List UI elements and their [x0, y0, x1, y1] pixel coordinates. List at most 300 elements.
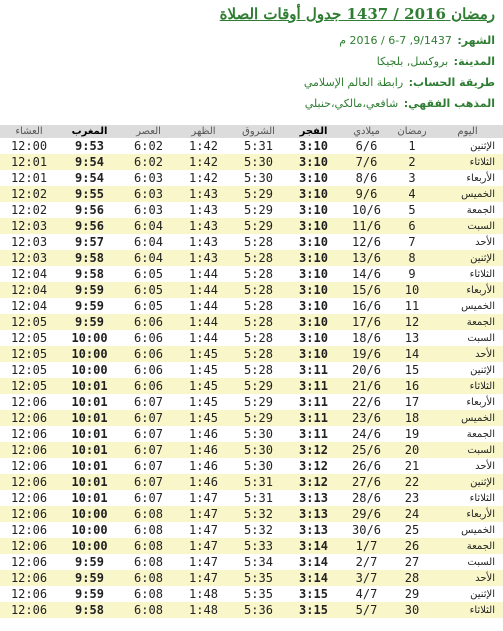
gregorian-date: 19/6: [341, 346, 392, 362]
fajr-time: 3:10: [286, 314, 341, 330]
table-row: [0, 522, 503, 538]
dhuhr-time: 1:45: [176, 410, 231, 426]
dhuhr-time: 1:45: [176, 394, 231, 410]
method-info: [8, 72, 495, 93]
table-row: [0, 202, 503, 218]
col-header-sunrise: الشروق: [231, 125, 286, 138]
sunrise-time: 5:29: [231, 186, 286, 202]
maghrib-time: 9:58: [58, 250, 121, 266]
dhuhr-time: 1:44: [176, 266, 231, 282]
sunrise-time: 5:30: [231, 426, 286, 442]
col-header-day: اليوم: [432, 125, 503, 138]
sunrise-time: 5:31: [231, 490, 286, 506]
sunrise-time: 5:29: [231, 394, 286, 410]
gregorian-date: 6/6: [341, 138, 392, 154]
ramadan-day: 1: [392, 138, 432, 154]
asr-time: 6:08: [121, 602, 176, 618]
gregorian-date: 26/6: [341, 458, 392, 474]
weekday: الأربعاء: [432, 506, 503, 522]
sunrise-time: 5:31: [231, 474, 286, 490]
asr-time: 6:05: [121, 298, 176, 314]
col-header-asr: العصر: [121, 125, 176, 138]
maghrib-time: 9:59: [58, 298, 121, 314]
ramadan-day: 7: [392, 234, 432, 250]
dhuhr-time: 1:42: [176, 138, 231, 154]
asr-time: 6:03: [121, 170, 176, 186]
sunrise-time: 5:28: [231, 314, 286, 330]
asr-time: 6:07: [121, 410, 176, 426]
ramadan-day: 4: [392, 186, 432, 202]
ramadan-day: 26: [392, 538, 432, 554]
isha-time: 12:04: [0, 282, 58, 298]
gregorian-date: 18/6: [341, 330, 392, 346]
isha-time: 12:03: [0, 234, 58, 250]
table-row: [0, 266, 503, 282]
gregorian-date: 30/6: [341, 522, 392, 538]
maghrib-time: 9:58: [58, 602, 121, 618]
maghrib-time: 10:00: [58, 330, 121, 346]
sunrise-time: 5:29: [231, 410, 286, 426]
dhuhr-time: 1:47: [176, 554, 231, 570]
table-row: [0, 378, 503, 394]
sunrise-time: 5:28: [231, 266, 286, 282]
dhuhr-time: 1:42: [176, 154, 231, 170]
col-header-gregorian: ميلادي: [341, 125, 392, 138]
table-row: [0, 250, 503, 266]
fajr-time: 3:10: [286, 138, 341, 154]
asr-time: 6:02: [121, 154, 176, 170]
maghrib-time: 10:00: [58, 506, 121, 522]
weekday: السبت: [432, 218, 503, 234]
table-row: [0, 410, 503, 426]
asr-time: 6:06: [121, 346, 176, 362]
fajr-time: 3:12: [286, 442, 341, 458]
fajr-time: 3:10: [286, 282, 341, 298]
dhuhr-time: 1:43: [176, 202, 231, 218]
maghrib-time: 9:53: [58, 138, 121, 154]
ramadan-day: 8: [392, 250, 432, 266]
table-row: [0, 490, 503, 506]
isha-time: 12:03: [0, 218, 58, 234]
maghrib-time: 10:00: [58, 522, 121, 538]
maghrib-time: 10:01: [58, 410, 121, 426]
gregorian-date: 14/6: [341, 266, 392, 282]
table-row: [0, 282, 503, 298]
weekday: الأحد: [432, 234, 503, 250]
table-row: [0, 442, 503, 458]
ramadan-day: 9: [392, 266, 432, 282]
isha-time: 12:06: [0, 506, 58, 522]
fajr-time: 3:10: [286, 170, 341, 186]
gregorian-date: 28/6: [341, 490, 392, 506]
ramadan-day: 5: [392, 202, 432, 218]
maghrib-time: 9:59: [58, 570, 121, 586]
sunrise-time: 5:33: [231, 538, 286, 554]
fajr-time: 3:10: [286, 234, 341, 250]
fajr-time: 3:12: [286, 474, 341, 490]
table-body: [0, 138, 503, 618]
sunrise-time: 5:30: [231, 154, 286, 170]
sunrise-time: 5:32: [231, 506, 286, 522]
table-row: [0, 154, 503, 170]
ramadan-day: 24: [392, 506, 432, 522]
page-title: رمضان 2016 / 1437 جدول أوقات الصلاة: [219, 5, 495, 23]
city-label: المدينة:: [453, 55, 495, 68]
maghrib-time: 10:00: [58, 346, 121, 362]
ramadan-day: 16: [392, 378, 432, 394]
sunrise-time: 5:29: [231, 378, 286, 394]
asr-time: 6:06: [121, 330, 176, 346]
weekday: الأحد: [432, 458, 503, 474]
gregorian-date: 9/6: [341, 186, 392, 202]
table-row: [0, 426, 503, 442]
fajr-time: 3:13: [286, 506, 341, 522]
sunrise-time: 5:28: [231, 282, 286, 298]
month-info: [8, 30, 495, 51]
table-row: [0, 570, 503, 586]
dhuhr-time: 1:43: [176, 250, 231, 266]
col-header-fajr: الفجر: [286, 125, 341, 138]
table-row: [0, 330, 503, 346]
ramadan-day: 13: [392, 330, 432, 346]
ramadan-day: 14: [392, 346, 432, 362]
asr-time: 6:04: [121, 234, 176, 250]
isha-time: 12:01: [0, 170, 58, 186]
maghrib-time: 9:54: [58, 170, 121, 186]
gregorian-date: 12/6: [341, 234, 392, 250]
table-row: [0, 554, 503, 570]
dhuhr-time: 1:47: [176, 570, 231, 586]
table-row: [0, 458, 503, 474]
weekday: الخميس: [432, 522, 503, 538]
maghrib-time: 10:01: [58, 394, 121, 410]
weekday: السبت: [432, 442, 503, 458]
gregorian-date: 5/7: [341, 602, 392, 618]
ramadan-day: 28: [392, 570, 432, 586]
weekday: الثلاثاء: [432, 490, 503, 506]
dhuhr-time: 1:45: [176, 346, 231, 362]
table-header-row: [0, 125, 503, 138]
weekday: السبت: [432, 330, 503, 346]
ramadan-day: 30: [392, 602, 432, 618]
col-header-maghrib: المغرب: [58, 125, 121, 138]
sunrise-time: 5:35: [231, 570, 286, 586]
fajr-time: 3:11: [286, 426, 341, 442]
weekday: الأربعاء: [432, 394, 503, 410]
weekday: الجمعة: [432, 314, 503, 330]
isha-time: 12:06: [0, 458, 58, 474]
table-row: [0, 538, 503, 554]
city-info: [8, 51, 495, 72]
sunrise-time: 5:35: [231, 586, 286, 602]
maghrib-time: 10:00: [58, 538, 121, 554]
dhuhr-time: 1:47: [176, 490, 231, 506]
city-value: بروكسل, بلجيكا: [376, 55, 449, 68]
isha-time: 12:06: [0, 554, 58, 570]
gregorian-date: 21/6: [341, 378, 392, 394]
sunrise-time: 5:32: [231, 522, 286, 538]
asr-time: 6:03: [121, 186, 176, 202]
weekday: الإثنين: [432, 138, 503, 154]
fajr-time: 3:10: [286, 154, 341, 170]
asr-time: 6:07: [121, 490, 176, 506]
asr-time: 6:07: [121, 474, 176, 490]
maghrib-time: 9:59: [58, 586, 121, 602]
header: [0, 0, 503, 118]
ramadan-day: 15: [392, 362, 432, 378]
dhuhr-time: 1:47: [176, 538, 231, 554]
col-header-ramadan: رمضان: [392, 125, 432, 138]
sunrise-time: 5:36: [231, 602, 286, 618]
sunrise-time: 5:28: [231, 346, 286, 362]
gregorian-date: 22/6: [341, 394, 392, 410]
fajr-time: 3:10: [286, 218, 341, 234]
isha-time: 12:05: [0, 314, 58, 330]
weekday: الخميس: [432, 298, 503, 314]
ramadan-day: 2: [392, 154, 432, 170]
gregorian-date: 11/6: [341, 218, 392, 234]
asr-time: 6:05: [121, 266, 176, 282]
table-row: [0, 474, 503, 490]
table-row: [0, 394, 503, 410]
sunrise-time: 5:28: [231, 330, 286, 346]
dhuhr-time: 1:46: [176, 442, 231, 458]
gregorian-date: 25/6: [341, 442, 392, 458]
gregorian-date: 27/6: [341, 474, 392, 490]
dhuhr-time: 1:46: [176, 474, 231, 490]
weekday: الثلاثاء: [432, 602, 503, 618]
isha-time: 12:06: [0, 410, 58, 426]
isha-time: 12:06: [0, 602, 58, 618]
weekday: الجمعة: [432, 202, 503, 218]
ramadan-day: 25: [392, 522, 432, 538]
asr-time: 6:06: [121, 378, 176, 394]
maghrib-time: 9:56: [58, 218, 121, 234]
asr-time: 6:08: [121, 538, 176, 554]
maghrib-time: 9:59: [58, 314, 121, 330]
asr-time: 6:07: [121, 394, 176, 410]
isha-time: 12:05: [0, 362, 58, 378]
weekday: الجمعة: [432, 426, 503, 442]
asr-time: 6:07: [121, 458, 176, 474]
isha-time: 12:04: [0, 266, 58, 282]
isha-time: 12:06: [0, 442, 58, 458]
weekday: الأربعاء: [432, 170, 503, 186]
gregorian-date: 16/6: [341, 298, 392, 314]
fajr-time: 3:10: [286, 330, 341, 346]
ramadan-day: 21: [392, 458, 432, 474]
asr-time: 6:08: [121, 554, 176, 570]
table-row: [0, 586, 503, 602]
asr-time: 6:08: [121, 570, 176, 586]
ramadan-day: 11: [392, 298, 432, 314]
gregorian-date: 8/6: [341, 170, 392, 186]
table-row: [0, 186, 503, 202]
fajr-time: 3:10: [286, 202, 341, 218]
maghrib-time: 10:01: [58, 474, 121, 490]
month-label: الشهر:: [457, 34, 495, 47]
sunrise-time: 5:30: [231, 458, 286, 474]
fajr-time: 3:14: [286, 570, 341, 586]
maghrib-time: 9:58: [58, 266, 121, 282]
gregorian-date: 3/7: [341, 570, 392, 586]
weekday: الإثنين: [432, 250, 503, 266]
fajr-time: 3:11: [286, 362, 341, 378]
isha-time: 12:05: [0, 346, 58, 362]
isha-time: 12:06: [0, 474, 58, 490]
fajr-time: 3:14: [286, 554, 341, 570]
isha-time: 12:06: [0, 586, 58, 602]
fajr-time: 3:11: [286, 378, 341, 394]
dhuhr-time: 1:43: [176, 234, 231, 250]
dhuhr-time: 1:44: [176, 330, 231, 346]
maghrib-time: 9:54: [58, 154, 121, 170]
prayer-times-table: [0, 125, 503, 618]
table-row: [0, 298, 503, 314]
method-label: طريقة الحساب:: [408, 76, 495, 89]
sunrise-time: 5:34: [231, 554, 286, 570]
gregorian-date: 4/7: [341, 586, 392, 602]
weekday: الثلاثاء: [432, 266, 503, 282]
weekday: الثلاثاء: [432, 378, 503, 394]
table-row: [0, 602, 503, 618]
dhuhr-time: 1:47: [176, 506, 231, 522]
asr-time: 6:08: [121, 506, 176, 522]
gregorian-date: 1/7: [341, 538, 392, 554]
table-row: [0, 170, 503, 186]
ramadan-day: 22: [392, 474, 432, 490]
isha-time: 12:06: [0, 490, 58, 506]
fajr-time: 3:15: [286, 586, 341, 602]
fajr-time: 3:13: [286, 522, 341, 538]
isha-time: 12:06: [0, 394, 58, 410]
fajr-time: 3:11: [286, 394, 341, 410]
ramadan-day: 3: [392, 170, 432, 186]
sunrise-time: 5:28: [231, 234, 286, 250]
isha-time: 12:02: [0, 186, 58, 202]
isha-time: 12:06: [0, 538, 58, 554]
isha-time: 12:05: [0, 330, 58, 346]
gregorian-date: 2/7: [341, 554, 392, 570]
maghrib-time: 9:55: [58, 186, 121, 202]
gregorian-date: 10/6: [341, 202, 392, 218]
ramadan-day: 12: [392, 314, 432, 330]
maghrib-time: 9:57: [58, 234, 121, 250]
gregorian-date: 20/6: [341, 362, 392, 378]
table-row: [0, 362, 503, 378]
maghrib-time: 10:01: [58, 426, 121, 442]
isha-time: 12:06: [0, 522, 58, 538]
dhuhr-time: 1:43: [176, 186, 231, 202]
gregorian-date: 17/6: [341, 314, 392, 330]
maghrib-time: 10:01: [58, 490, 121, 506]
table-row: [0, 314, 503, 330]
isha-time: 12:06: [0, 570, 58, 586]
madhab-value: شافعي،مالكي،حنبلي: [304, 97, 399, 110]
maghrib-time: 9:59: [58, 282, 121, 298]
asr-time: 6:04: [121, 250, 176, 266]
gregorian-date: 23/6: [341, 410, 392, 426]
dhuhr-time: 1:47: [176, 522, 231, 538]
maghrib-time: 9:56: [58, 202, 121, 218]
weekday: السبت: [432, 554, 503, 570]
fajr-time: 3:10: [286, 186, 341, 202]
sunrise-time: 5:30: [231, 442, 286, 458]
isha-time: 12:01: [0, 154, 58, 170]
table-row: [0, 138, 503, 154]
ramadan-day: 20: [392, 442, 432, 458]
sunrise-time: 5:29: [231, 202, 286, 218]
ramadan-day: 19: [392, 426, 432, 442]
dhuhr-time: 1:43: [176, 218, 231, 234]
col-header-dhuhr: الظهر: [176, 125, 231, 138]
weekday: الأحد: [432, 346, 503, 362]
fajr-time: 3:10: [286, 346, 341, 362]
ramadan-day: 6: [392, 218, 432, 234]
asr-time: 6:08: [121, 522, 176, 538]
isha-time: 12:05: [0, 378, 58, 394]
ramadan-day: 10: [392, 282, 432, 298]
weekday: الأحد: [432, 570, 503, 586]
fajr-time: 3:12: [286, 458, 341, 474]
ramadan-day: 18: [392, 410, 432, 426]
weekday: الإثنين: [432, 586, 503, 602]
weekday: الجمعة: [432, 538, 503, 554]
gregorian-date: 29/6: [341, 506, 392, 522]
dhuhr-time: 1:44: [176, 298, 231, 314]
ramadan-day: 29: [392, 586, 432, 602]
isha-time: 12:06: [0, 426, 58, 442]
asr-time: 6:05: [121, 282, 176, 298]
fajr-time: 3:11: [286, 410, 341, 426]
dhuhr-time: 1:45: [176, 362, 231, 378]
table-row: [0, 506, 503, 522]
dhuhr-time: 1:46: [176, 426, 231, 442]
gregorian-date: 15/6: [341, 282, 392, 298]
isha-time: 12:03: [0, 250, 58, 266]
dhuhr-time: 1:46: [176, 458, 231, 474]
gregorian-date: 13/6: [341, 250, 392, 266]
method-value: رابطة العالم الإسلامي: [303, 76, 404, 89]
asr-time: 6:08: [121, 586, 176, 602]
fajr-time: 3:10: [286, 266, 341, 282]
sunrise-time: 5:28: [231, 250, 286, 266]
fajr-time: 3:15: [286, 602, 341, 618]
maghrib-time: 10:01: [58, 442, 121, 458]
sunrise-time: 5:31: [231, 138, 286, 154]
asr-time: 6:07: [121, 442, 176, 458]
weekday: الإثنين: [432, 474, 503, 490]
weekday: الخميس: [432, 410, 503, 426]
sunrise-time: 5:29: [231, 218, 286, 234]
sunrise-time: 5:28: [231, 298, 286, 314]
dhuhr-time: 1:44: [176, 314, 231, 330]
fajr-time: 3:10: [286, 298, 341, 314]
fajr-time: 3:10: [286, 250, 341, 266]
asr-time: 6:06: [121, 314, 176, 330]
isha-time: 12:04: [0, 298, 58, 314]
weekday: الثلاثاء: [432, 154, 503, 170]
dhuhr-time: 1:42: [176, 170, 231, 186]
asr-time: 6:07: [121, 426, 176, 442]
table-row: [0, 234, 503, 250]
gregorian-date: 24/6: [341, 426, 392, 442]
fajr-time: 3:13: [286, 490, 341, 506]
dhuhr-time: 1:48: [176, 586, 231, 602]
asr-time: 6:06: [121, 362, 176, 378]
isha-time: 12:00: [0, 138, 58, 154]
fajr-time: 3:14: [286, 538, 341, 554]
